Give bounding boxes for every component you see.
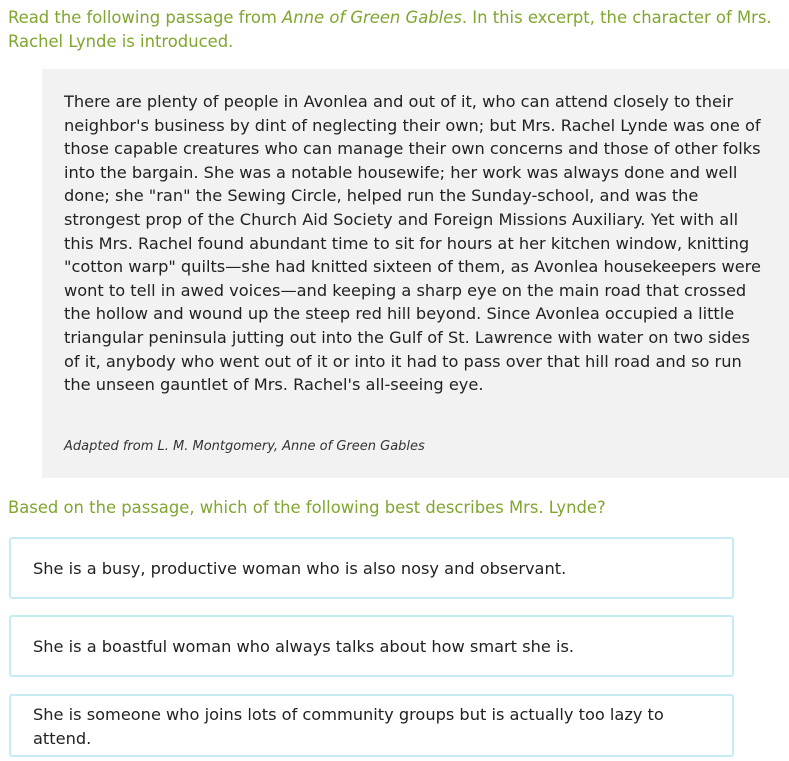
passage-citation: Adapted from L. M. Montgomery, Anne of Green Gables [64, 439, 425, 454]
answer-choice-1[interactable] [9, 537, 734, 599]
instructions-before: Read the following passage from [8, 8, 283, 27]
answer-choice-3-label: She is someone who joins lots of community groups but is actually too lazy to attend. [33, 705, 664, 748]
answer-choice-1-label: She is a busy, productive woman who is also nosy and observant. [33, 559, 567, 578]
passage-text: There are plenty of people in Avonlea and out of it, who can attend closely to their neighbor's business by dint of neglecting their own; but Mrs. Rachel Lynde was one of those capable creatures who can manage their own concerns and those of other folks into the bargain. She was a notable housewife; her work was always done and well done; she "ran" the Sewing Circle, helped run the Sunday-school, and was the strongest prop of the Church Aid Society and Foreign Missions Auxiliary. Yet with all this Mrs. Rachel found abundant time to sit for hours at her kitchen window, knitting "cotton warp" quilts—she had knitted sixteen of them, as Avonlea housekeepers were wont to tell in awed voices—and keeping a sharp eye on the main road that crossed the hollow and wound up the steep red hill beyond. Since Avonlea occupied a little triangular peninsula jutting out into the Gulf of St. Lawrence with water on two sides of it, anybody who went out of it or into it had to pass over that hill road and so run the unseen gauntlet of Mrs. Rachel's all-seeing eye. [64, 92, 761, 395]
answer-choice-3[interactable] [9, 694, 734, 757]
passage-box [42, 69, 789, 478]
answer-choice-2-label: She is a boastful woman who always talks about how smart she is. [33, 637, 575, 656]
book-title: Anne of Green Gables [282, 8, 462, 27]
instructions-after: . In this excerpt, the character of Mrs. Rachel Lynde is introduced. [8, 8, 772, 51]
instructions [8, 6, 788, 53]
question-prompt: Based on the passage, which of the following best describes Mrs. Lynde? [8, 498, 606, 517]
answer-choice-2[interactable] [9, 615, 734, 677]
